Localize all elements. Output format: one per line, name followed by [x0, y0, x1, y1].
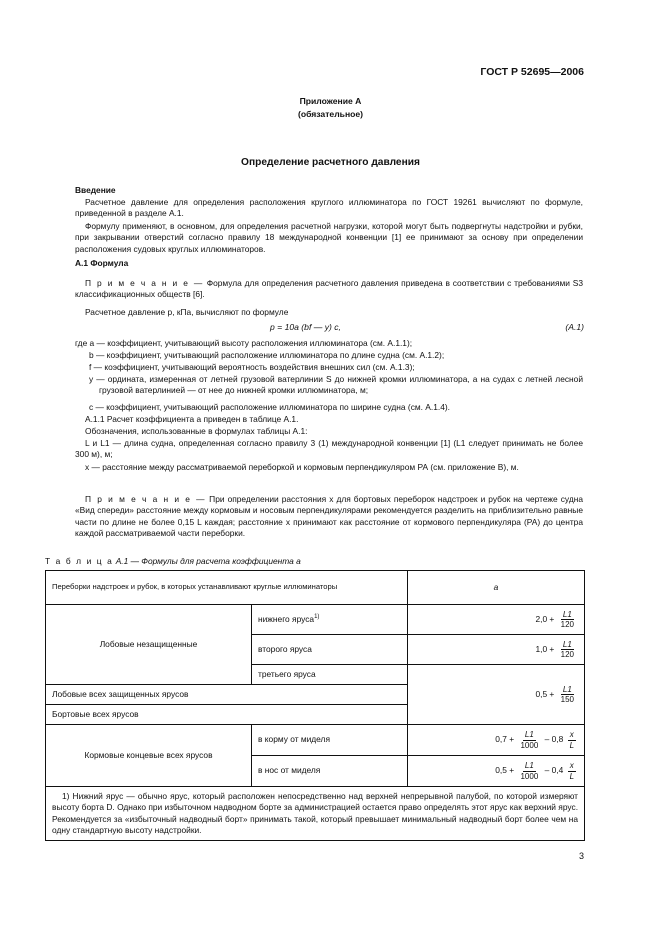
- note-2: [75, 494, 583, 539]
- calc-intro: Расчетное давление р, кПа, вычисляют по формуле: [85, 307, 289, 317]
- cell-tier-second: второго яруса: [252, 635, 408, 665]
- fraction-denominator: 120: [560, 620, 575, 629]
- fraction-lower: [559, 610, 576, 629]
- where-y: у — ордината, измеренная от летней грузовой ватерлинии S до нижней кромки иллюминатора, а на судах с летней лесной грузовой ватерлинией — от нее до нижней кромки иллюминатора, м;: [89, 374, 583, 396]
- a11-text: А.1.1 Расчет коэффициента а приведен в таблице А.1.: [85, 414, 299, 424]
- page-number: 3: [578, 851, 584, 861]
- where-b: b — коэффициент, учитывающий расположение иллюминатора по длине судна (см. А.1.2);: [89, 350, 445, 360]
- note-1-label: П р и м е ч а н и е —: [85, 278, 204, 288]
- table-footnote-row: [46, 787, 585, 841]
- standard-number: ГОСТ Р 52695—2006: [480, 66, 584, 78]
- formula-third: [408, 665, 585, 725]
- formula-second: [408, 635, 585, 665]
- fraction-numerator: x: [569, 730, 574, 740]
- col2-header: а: [408, 571, 585, 605]
- col1-header: Переборки надстроек и рубок, в которых устанавливают круглые иллюминаторы: [46, 571, 408, 605]
- fraction-third: [559, 685, 576, 704]
- table-footnote: 1) Нижний ярус — обычно ярус, который расположен непосредственно над верхней непрерывной палубой, по которой измеряют высоту борта D. Однако при избыточном надводном борте за администрацией остается право определять этот ярус как верхний ярус. Рекомендуется за «избыточный надводный борт» принимать такой, который превышает минимальный надводный борт более чем на одну стандартную высоту надстройки.: [46, 787, 585, 841]
- note-2-label: П р и м е ч а н и е —: [85, 494, 207, 504]
- formula-fwd-b: – 0,4: [544, 765, 564, 776]
- note-1: [75, 278, 583, 301]
- cell-front-unprotected: Лобовые незащищенные: [46, 605, 252, 685]
- fraction-numerator: x: [569, 761, 574, 771]
- fraction-denominator: L: [569, 740, 575, 750]
- cell-front-protected: Лобовые всех защищенных ярусов: [46, 685, 408, 705]
- fraction-fwd-x: [568, 761, 576, 780]
- tier-lower-label: нижнего яруса: [258, 614, 315, 625]
- formula-number: (А.1): [565, 322, 584, 332]
- formula-aft-a: 0,7 +: [495, 734, 515, 745]
- intro-heading: Введение: [75, 185, 116, 195]
- cell-tier-lower: [252, 605, 408, 635]
- where-f: f — коэффициент, учитывающий вероятность воздействия внешних сил (см. А.1.3);: [89, 362, 415, 372]
- cell-tier-third: третьего яруса: [252, 665, 408, 685]
- fraction-numerator: L1: [562, 609, 572, 619]
- formula-fwd-a: 0,5 +: [495, 765, 515, 776]
- formula-lower-a: 2,0 +: [535, 613, 555, 624]
- formula-fwd: [408, 756, 585, 787]
- formula-aft: [408, 725, 585, 756]
- where-a: где а — коэффициент, учитывающий высоту расположения иллюминатора (см. А.1.1);: [75, 338, 413, 348]
- fraction-fwd: [518, 761, 540, 780]
- fraction-denominator: L: [569, 771, 575, 781]
- note-1-text: Формула для определения расчетного давления приведена в соответствии с требованиями S3 классификационных обществ [6].: [75, 278, 584, 300]
- table-caption-label: Т а б л и ц а: [45, 556, 114, 566]
- intro-paragraph-2: Формулу применяют, в основном, для определения расчетной нагрузки, которой могут быть подвергнуты надстройки и рубки, при закрывании отверстий согласно правилу 18 международной конвенции [1] ее принимают за основу при определении расположения судовых круглых иллюминаторов.: [75, 221, 583, 254]
- formula: р = 10а (bf — у) с,: [270, 322, 341, 332]
- table-caption-text: А.1 — Формулы для расчета коэффициента а: [115, 556, 301, 566]
- section-a1-heading: А.1 Формула: [75, 258, 129, 268]
- fraction-denominator: 120: [560, 650, 575, 659]
- table-header-row: [46, 571, 585, 605]
- cell-stern-aft: в корму от миделя: [252, 725, 408, 756]
- fraction-denominator: 150: [560, 695, 575, 704]
- formula-aft-b: – 0,8: [544, 734, 564, 745]
- formula-lower: [408, 605, 585, 635]
- note-2-text: При определении расстояния х для бортовых переборок надстроек и рубок на чертеже судна «Вид спереди» расстояние между кормовым и носовым перпендикулярами рекомендуется разделить на приблизительно равные части по длине не более 0,15 L каждая; расстояние х принимают как расстояние от кормового перпендикуляра (РА) до центра каждой рассматриваемой части переборки.: [75, 494, 583, 539]
- appendix-title: Приложение А: [299, 96, 362, 106]
- fraction-denominator: 1000: [520, 740, 539, 750]
- fraction-numerator: L1: [524, 730, 534, 740]
- fraction-second: [559, 640, 576, 659]
- fraction-numerator: L1: [524, 761, 534, 771]
- cell-stern-fwd: в нос от миделя: [252, 756, 408, 787]
- intro-paragraph-1: Расчетное давление для определения расположения круглого иллюминатора по ГОСТ 19261 вычисляют по формуле, приведенной в разделе А.1.: [75, 197, 583, 219]
- definition-l: L и L1 — длина судна, определенная согласно правилу 3 (1) международной конвенции [1] (L1 следует принимать не более 300 м), м;: [75, 438, 583, 460]
- document-title: Определение расчетного давления: [241, 157, 420, 168]
- fraction-aft-x: [568, 730, 576, 749]
- table-caption: [45, 556, 301, 567]
- coefficient-table: [45, 570, 585, 841]
- formula-third-a: 0,5 +: [535, 688, 555, 699]
- footnote-marker: 1): [314, 614, 320, 621]
- cell-side: Бортовые всех ярусов: [46, 705, 408, 725]
- formula-second-a: 1,0 +: [535, 643, 555, 654]
- fraction-numerator: L1: [562, 639, 572, 649]
- where-c: с — коэффициент, учитывающий расположение иллюминатора по ширине судна (см. А.1.4).: [89, 402, 450, 412]
- fraction-aft: [518, 730, 540, 749]
- definition-x: х — расстояние между рассматриваемой переборкой и кормовым перпендикуляром РА (см. приложение В), м.: [85, 462, 519, 472]
- cell-stern: Кормовые концевые всех ярусов: [46, 725, 252, 787]
- table-row: [46, 725, 585, 756]
- appendix-status: (обязательное): [297, 109, 364, 119]
- fraction-numerator: L1: [562, 684, 572, 694]
- fraction-denominator: 1000: [520, 771, 539, 781]
- notation-text: Обозначения, использованные в формулах таблицы А.1:: [85, 426, 308, 436]
- table-row: [46, 605, 585, 635]
